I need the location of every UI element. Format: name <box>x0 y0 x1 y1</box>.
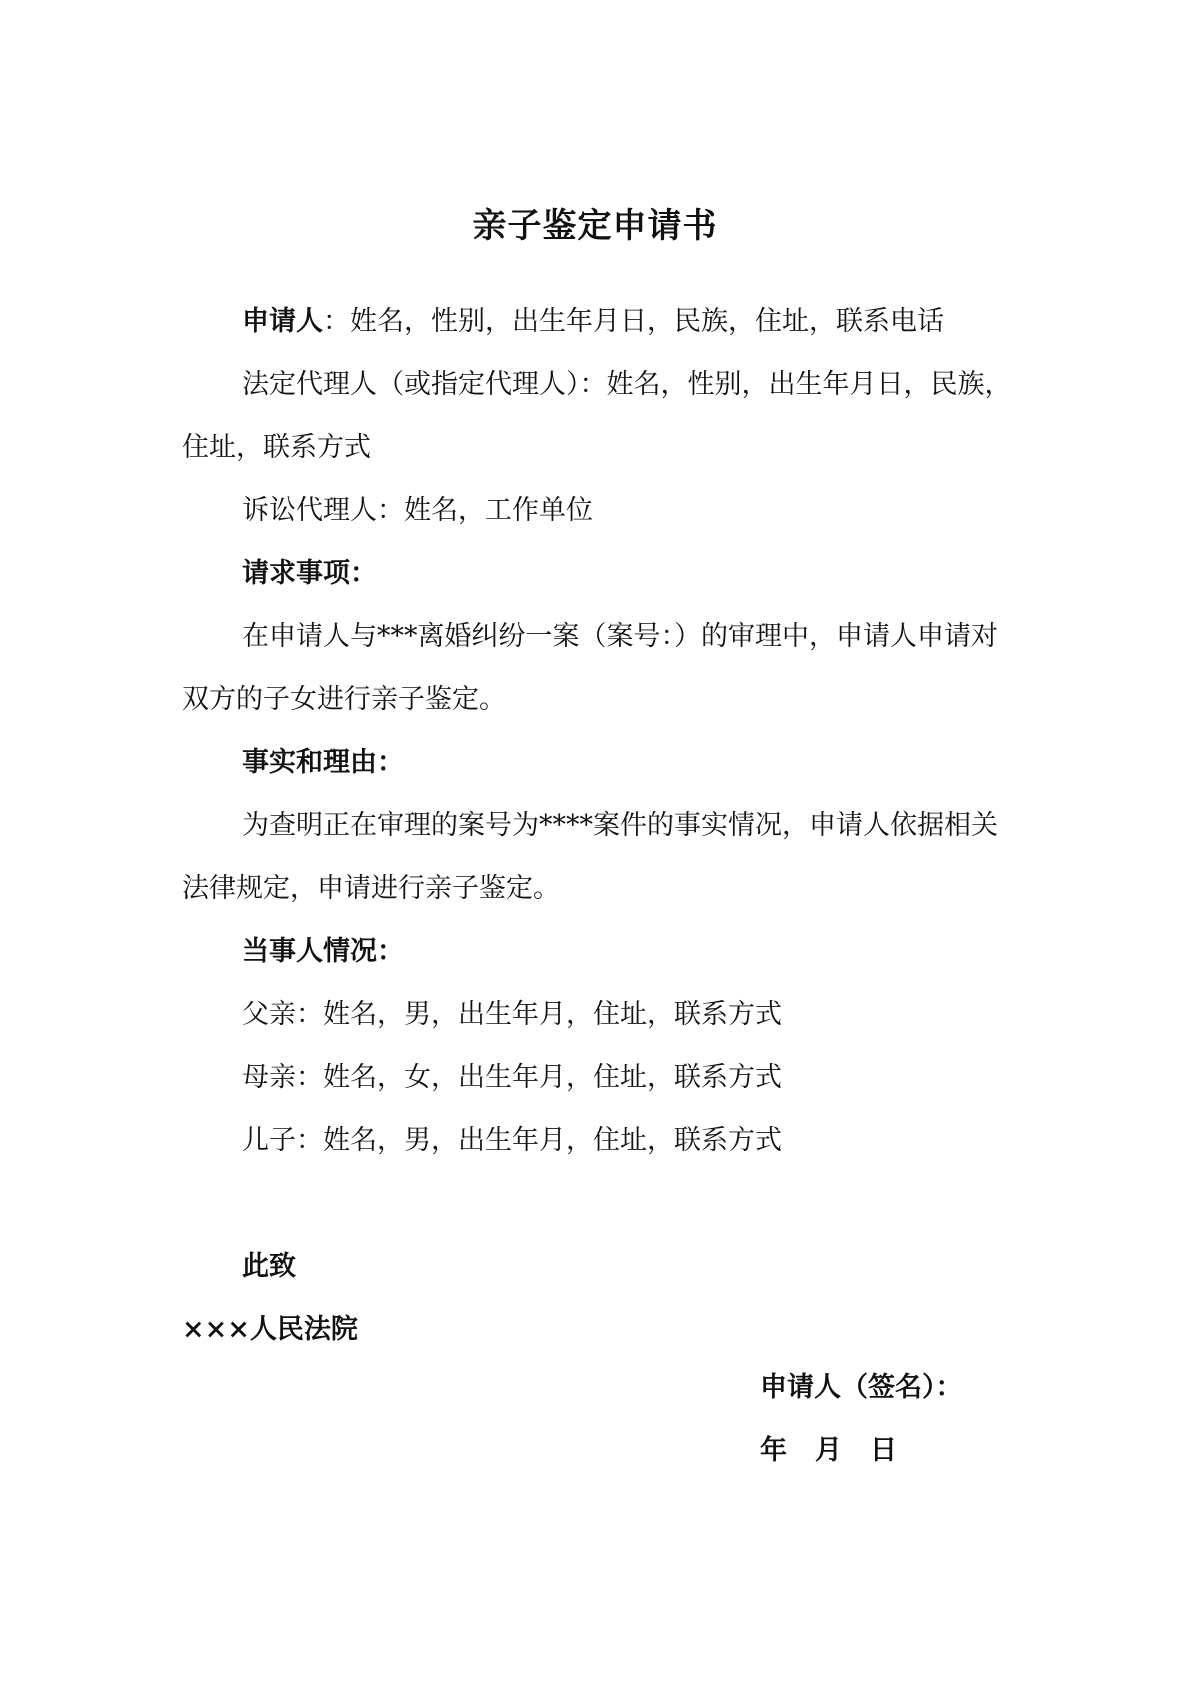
signature-label: 申请人（签名）： <box>760 1372 963 1403</box>
signature-block <box>760 1356 963 1482</box>
date-line <box>760 1419 963 1482</box>
applicant-colon: ： <box>323 306 350 337</box>
document-body <box>182 290 1022 1361</box>
parties-heading: 当事人情况： <box>242 936 404 967</box>
date-year: 年 <box>760 1435 787 1466</box>
spacer <box>182 1172 1022 1235</box>
applicant-label: 申请人 <box>242 306 323 337</box>
party-mother: 母亲：姓名，女，出生年月，住址，联系方式 <box>242 1062 782 1093</box>
request-heading: 请求事项： <box>242 558 377 589</box>
applicant-line <box>182 290 1022 353</box>
document-title: 亲子鉴定申请书 <box>472 206 718 246</box>
litigation-agent-line: 诉讼代理人：姓名，工作单位 <box>242 495 593 526</box>
closing-salutation: 此致 <box>242 1251 296 1282</box>
date-month: 月 <box>815 1435 842 1466</box>
request-paragraph: 在申请人与***离婚纠纷一案（案号：）的审理中，申请人申请对双方的子女进行亲子鉴定。 <box>182 621 998 715</box>
date-day: 日 <box>870 1435 897 1466</box>
court-name: ×××人民法院 <box>182 1314 358 1345</box>
party-son: 儿子：姓名，男，出生年月，住址，联系方式 <box>242 1125 782 1156</box>
party-father: 父亲：姓名，男，出生年月，住址，联系方式 <box>242 999 782 1030</box>
facts-paragraph: 为查明正在审理的案号为****案件的事实情况，申请人依据相关法律规定，申请进行亲子鉴定。 <box>182 810 998 904</box>
applicant-text: 姓名，性别，出生年月日，民族，住址，联系电话 <box>350 306 944 337</box>
legal-agent-paragraph: 法定代理人（或指定代理人）：姓名，性别，出生年月日，民族，住址，联系方式 <box>182 369 1012 463</box>
facts-heading: 事实和理由： <box>242 747 404 778</box>
